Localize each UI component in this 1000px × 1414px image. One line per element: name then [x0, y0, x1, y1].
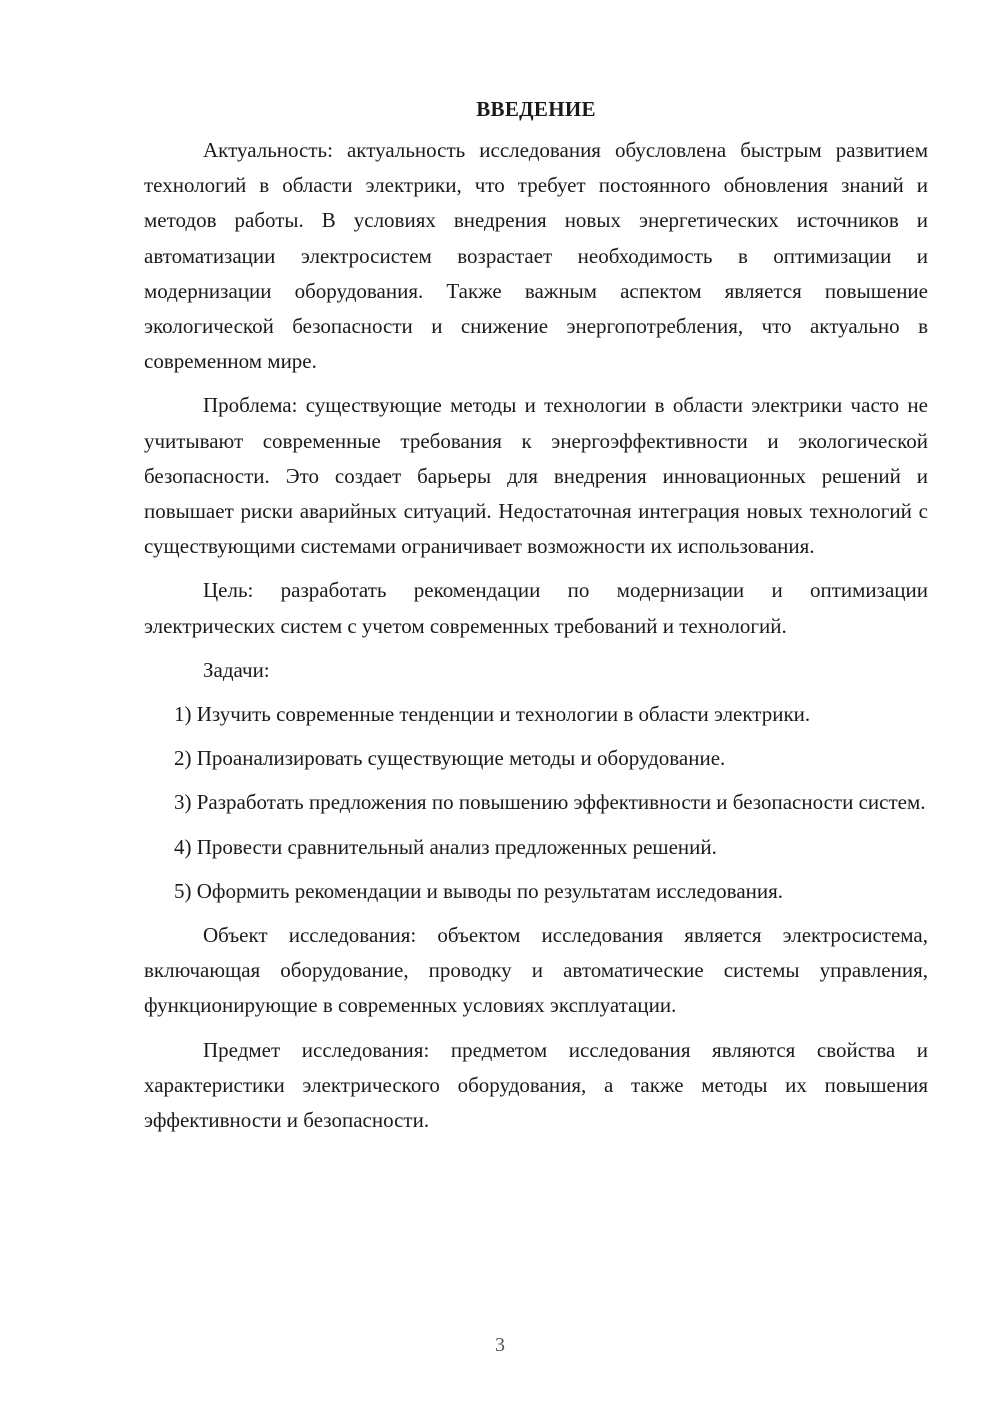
object-paragraph: Объект исследования: объектом исследования является электросистема, включающая оборудование, проводку и автоматические системы управления, функционирующие в современных условиях эксплуатации. [144, 923, 928, 1018]
tasks-heading: Задачи: [203, 657, 270, 682]
page-number: 3 [495, 1334, 505, 1356]
relevance-paragraph: Актуальность: актуальность исследования обусловлена быстрым развитием технологий в области электрики, что требует постоянного обновления знаний и методов работы. В условиях внедрения новых энергетических источников и автоматизации электросистем возрастает необходимость в оптимизации и модернизации оборудования. Также важным аспектом является повышение экологической безопасности и снижение энергопотребления, что актуально в современном мире. [144, 138, 928, 374]
subject-paragraph: Предмет исследования: предметом исследования являются свойства и характеристики электрического оборудования, а также методы их повышения эффективности и безопасности. [144, 1037, 928, 1133]
page-title: ВВЕДЕНИЕ [476, 97, 596, 121]
list-item: 2) Проанализировать существующие методы и оборудование. [174, 746, 726, 771]
list-item: 1) Изучить современные тенденции и технологии в области электрики. [174, 702, 811, 727]
list-item: 4) Провести сравнительный анализ предложенных решений. [174, 834, 717, 859]
list-item: 3) Разработать предложения по повышению эффективности и безопасности систем. [174, 790, 926, 815]
goal-paragraph: Цель: разработать рекомендации по модернизации и оптимизации электрических систем с учетом современных требований и технологий. [144, 578, 928, 638]
document-page [144, 92, 928, 1147]
problem-paragraph: Проблема: существующие методы и технологии в области электрики часто не учитывают современные требования к энергоэффективности и экологической безопасности. Это создает барьеры для внедрения инновационных решений и повышает риски аварийных ситуаций. Недостаточная интеграция новых технологий с существующими системами ограничивает возможности их использования. [144, 393, 928, 559]
list-item: 5) Оформить рекомендации и выводы по результатам исследования. [174, 878, 784, 903]
tasks-list [144, 697, 928, 909]
